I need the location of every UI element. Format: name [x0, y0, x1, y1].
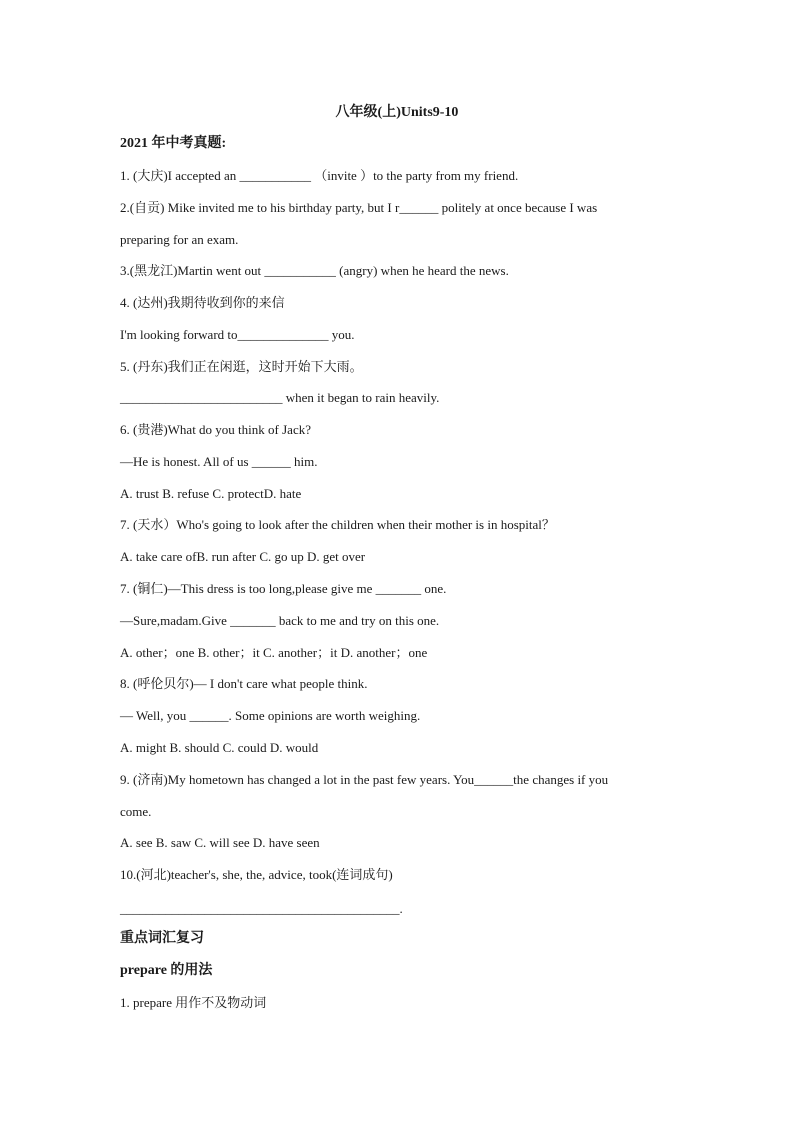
question-9-options: A. see B. saw C. will see D. have seen — [120, 835, 320, 850]
question-6: 6. (贵港)What do you think of Jack? — [120, 422, 311, 437]
question-9: 9. (济南)My hometown has changed a lot in the past few years. You______the changes if you — [120, 772, 609, 787]
question-7b: 7. (铜仁)—This dress is too long,please give me _______ one. — [120, 581, 447, 596]
question-4: 4. (达州)我期待收到你的来信 — [120, 295, 285, 310]
question-10-answer: ___________________________________________. — [120, 901, 403, 916]
page-title: 八年级(上)Units9-10 — [335, 105, 459, 120]
question-3: 3.(黑龙江)Martin went out ___________ (angry) when he heard the news. — [120, 263, 509, 278]
question-6-dialog: —He is honest. All of us ______ him. — [120, 454, 318, 469]
prepare-usage-1: 1. prepare 用作不及物动词 — [120, 995, 267, 1010]
section-heading-prepare: prepare 的用法 — [120, 963, 213, 978]
question-1: 1. (大庆)I accepted an ___________ （invite ）to the party from my friend. — [120, 168, 519, 183]
question-8: 8. (呼伦贝尔)— I don't care what people think. — [120, 676, 368, 691]
question-8-dialog: — Well, you ______. Some opinions are worth weighing. — [120, 708, 421, 723]
question-6-options: A. trust B. refuse C. protectD. hate — [120, 486, 302, 501]
question-7a: 7. (天水）Who's going to look after the children when their mother is in hospital？ — [120, 517, 555, 532]
section-heading-vocab: 重点词汇复习 — [120, 931, 204, 946]
question-4-answer: I'm looking forward to______________ you. — [120, 327, 355, 342]
section-heading-exam: 2021 年中考真题: — [120, 136, 227, 151]
question-5: 5. (丹东)我们正在闲逛，这时开始下大雨。 — [120, 359, 363, 374]
question-2: 2.(自贡) Mike invited me to his birthday party, but I r______ politely at once because I was — [120, 200, 598, 215]
question-2-cont: preparing for an exam. — [120, 232, 239, 247]
question-10: 10.(河北)teacher's, she, the, advice, took(连词成句) — [120, 867, 393, 882]
question-9-cont: come. — [120, 804, 152, 819]
question-7a-options: A. take care ofB. run after C. go up D. get over — [120, 549, 366, 564]
question-8-options: A. might B. should C. could D. would — [120, 740, 319, 755]
question-7b-dialog: —Sure,madam.Give _______ back to me and try on this one. — [120, 613, 440, 628]
question-5-answer: _________________________ when it began to rain heavily. — [120, 390, 440, 405]
question-7b-options: A. other；one B. other；it C. another；it D. another；one — [120, 645, 428, 660]
